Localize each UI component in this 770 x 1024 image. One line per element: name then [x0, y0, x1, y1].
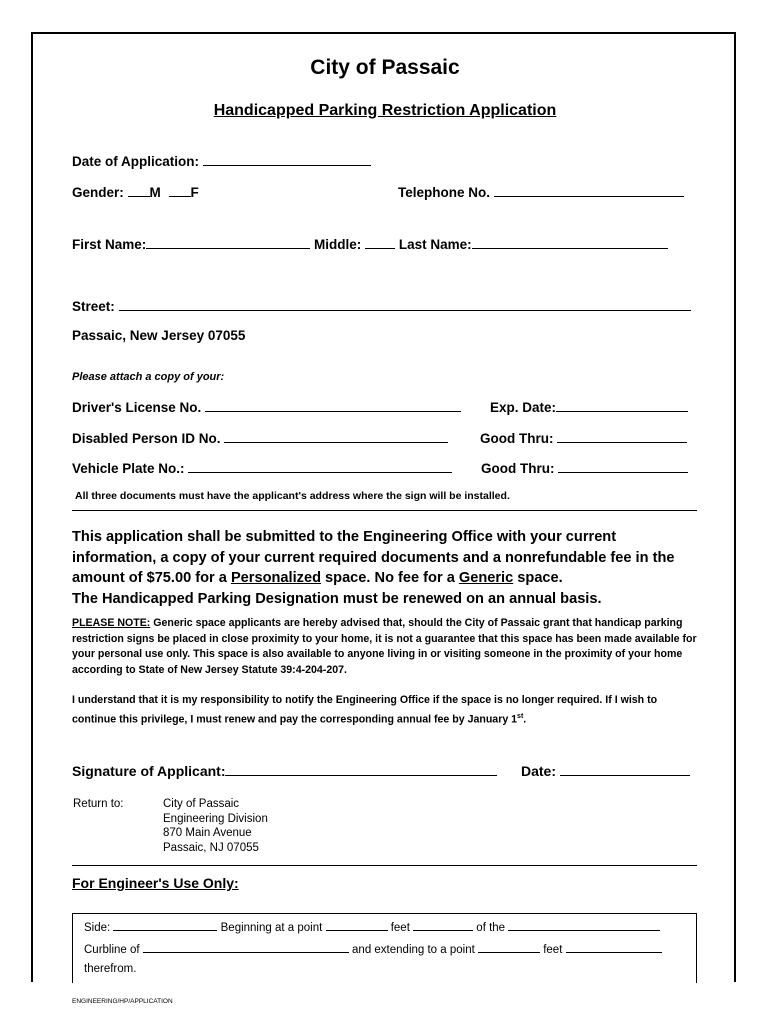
please-note-paragraph: [72, 616, 704, 678]
disabled-id-row: [72, 429, 448, 446]
exp-date-label: Exp. Date:: [490, 400, 557, 415]
disabled-id-field[interactable]: [224, 429, 448, 443]
first-name-label: First Name:: [72, 237, 147, 252]
gender-label: Gender:: [72, 185, 124, 200]
renewal-text: The Handicapped Parking Designation must be renewed on an annual basis.: [72, 590, 602, 607]
please-note-label: PLEASE NOTE:: [72, 617, 151, 629]
beginning-label: Beginning at a point: [220, 922, 323, 934]
form-border: [31, 32, 736, 982]
good-thru-label-2: Good Thru:: [481, 461, 555, 476]
form-subtitle: Handicapped Parking Restriction Application: [213, 102, 557, 119]
drivers-license-label: Driver's License No.: [72, 400, 202, 415]
curbline-field[interactable]: [143, 941, 349, 953]
first-name-field[interactable]: [146, 235, 310, 249]
of-the-field[interactable]: [508, 919, 660, 931]
return-to-label: Return to:: [73, 798, 124, 810]
return-address-line: Passaic, NJ 07055: [163, 841, 259, 854]
date-of-application-row: [72, 152, 371, 169]
extending-label: and extending to a point: [352, 944, 475, 956]
telephone-row: [398, 183, 684, 200]
street-row: [72, 297, 691, 314]
return-address-line: 870 Main Avenue: [163, 827, 252, 839]
gender-m-label: M: [149, 185, 161, 200]
generic-text: Generic: [458, 570, 514, 586]
date-of-application-label: Date of Application:: [72, 154, 199, 169]
personalized-text: Personalized: [230, 570, 321, 586]
beginning-field[interactable]: [326, 919, 388, 931]
divider: [72, 510, 697, 511]
last-name-label: Last Name:: [398, 237, 472, 252]
street-field[interactable]: [119, 297, 691, 311]
gender-m-field[interactable]: [128, 183, 150, 197]
return-address-line: Engineering Division: [163, 812, 268, 825]
of-the-label: of the: [476, 922, 506, 934]
gender-f-field[interactable]: [169, 183, 191, 197]
attach-instruction: Please attach a copy of your:: [72, 371, 225, 383]
signature-date-row: [521, 762, 690, 779]
telephone-label: Telephone No.: [398, 185, 491, 200]
responsibility-sup: st: [517, 712, 524, 720]
good-thru-row-2: [481, 459, 688, 476]
submission-text: This application shall be submitted to the Engineering Office with your current information, a copy of your current required documents and a nonrefundable fee in the amount of $75.00 for a: [72, 529, 675, 586]
feet-label-1: feet: [390, 922, 410, 934]
return-address-line: City of Passaic: [163, 798, 240, 810]
signature-date-field[interactable]: [560, 762, 690, 776]
feet-label-2: feet: [543, 944, 563, 956]
telephone-field[interactable]: [494, 183, 684, 197]
therefrom-text: therefrom.: [84, 963, 137, 975]
feet-field-2[interactable]: [566, 941, 662, 953]
page-title: City of Passaic: [310, 56, 460, 79]
signature-row: [72, 762, 497, 779]
vehicle-plate-field[interactable]: [188, 459, 452, 473]
last-name-field[interactable]: [472, 235, 668, 249]
side-field[interactable]: [113, 919, 217, 931]
feet-field-1[interactable]: [413, 919, 473, 931]
engineer-row-1: [84, 919, 660, 934]
submission-paragraph: [72, 527, 697, 609]
middle-field[interactable]: [365, 235, 395, 249]
engineer-heading: For Engineer's Use Only:: [72, 875, 239, 891]
signature-date-label: Date:: [521, 763, 557, 779]
gender-row: [72, 183, 199, 200]
extending-field[interactable]: [478, 941, 540, 953]
gender-f-label: F: [190, 185, 199, 200]
vehicle-plate-row: [72, 459, 452, 476]
signature-field[interactable]: [225, 762, 497, 776]
return-address: [163, 797, 268, 855]
side-label: Side:: [84, 922, 111, 934]
drivers-license-field[interactable]: [205, 398, 461, 412]
exp-date-row: [490, 398, 688, 415]
vehicle-plate-label: Vehicle Plate No.:: [72, 461, 185, 476]
name-row: [72, 235, 668, 252]
exp-date-field[interactable]: [556, 398, 688, 412]
submission-mid-text: space. No fee for a: [320, 570, 459, 586]
submission-end-text: space.: [513, 570, 563, 586]
drivers-license-row: [72, 398, 461, 415]
good-thru-field-1[interactable]: [557, 429, 687, 443]
disabled-id-label: Disabled Person ID No.: [72, 431, 221, 446]
engineer-row-2: [84, 941, 662, 956]
middle-label: Middle:: [314, 237, 362, 252]
responsibility-end: .: [523, 713, 527, 726]
responsibility-text: I understand that it is my responsibility to notify the Engineering Office if the space is no longer required. If I wish to continue this privilege, I must renew and pay the corresponding annual fee by January 1: [72, 694, 658, 726]
signature-label: Signature of Applicant:: [72, 763, 226, 779]
city-state-text: Passaic, New Jersey 07055: [72, 328, 246, 343]
curbline-label: Curbline of: [84, 944, 140, 956]
good-thru-row-1: [480, 429, 687, 446]
date-of-application-field[interactable]: [203, 152, 371, 166]
good-thru-field-2[interactable]: [558, 459, 688, 473]
good-thru-label-1: Good Thru:: [480, 431, 554, 446]
responsibility-paragraph: [72, 693, 704, 728]
documents-note: All three documents must have the applicant's address where the sign will be installed.: [75, 490, 510, 502]
footer-code: ENGINEERING/HP/APPLICATION: [72, 998, 173, 1005]
divider: [72, 865, 697, 866]
please-note-text: Generic space applicants are hereby advised that, should the City of Passaic grant that handicap parking restriction signs be placed in close proximity to your home, it is not a guarantee that this space has been made available for your personal use only. This space is also available to anyone living in or visiting someone in the proximity of your home according to State of New Jersey Statute 39:4-204-207.: [72, 617, 697, 676]
street-label: Street:: [72, 299, 115, 314]
